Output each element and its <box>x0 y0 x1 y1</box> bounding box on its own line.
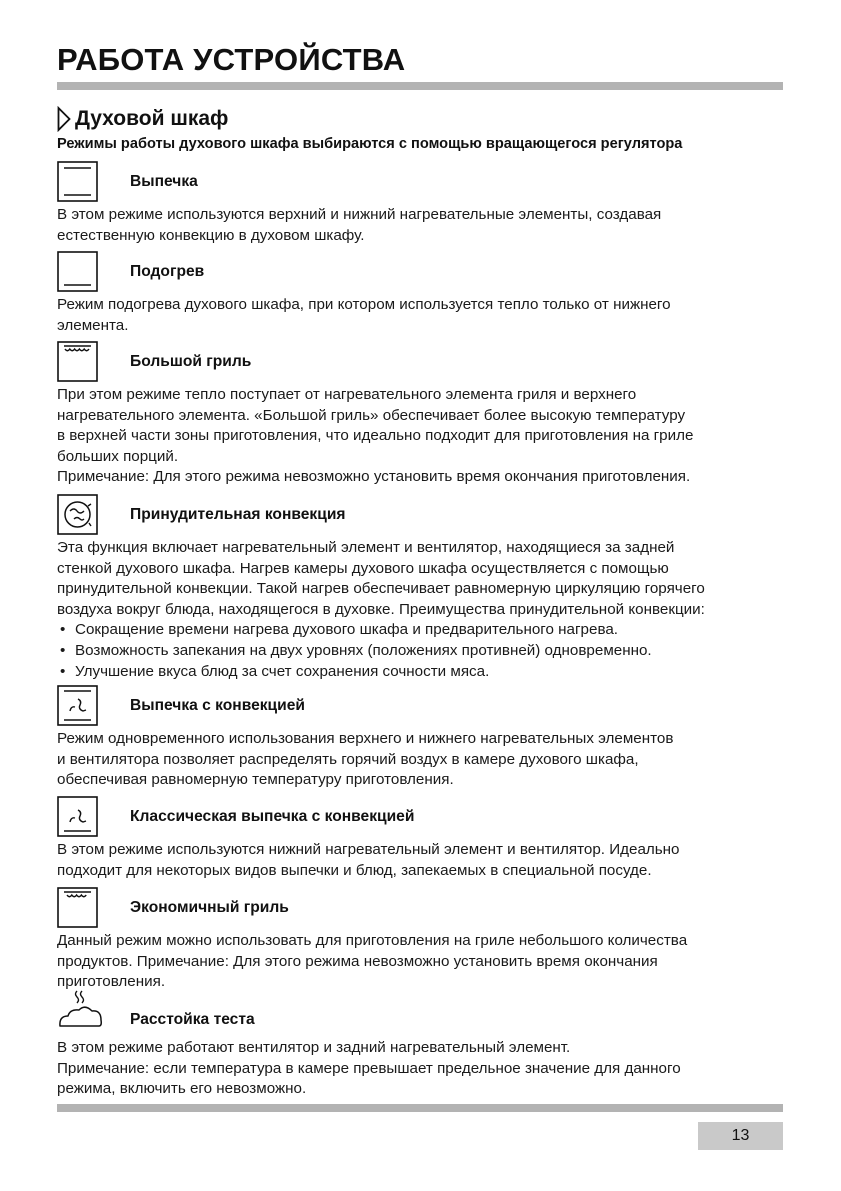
mode-name: Классическая выпечка с конвекцией <box>130 808 415 825</box>
mode-item-convection-bake <box>57 685 787 791</box>
section-title: Духовой шкаф <box>75 107 229 130</box>
mode-item-warming <box>57 251 787 336</box>
bottom-heat-icon <box>57 251 98 292</box>
mode-item-baking <box>57 161 787 246</box>
mode-item-full-grill <box>57 341 787 488</box>
bottom-divider <box>57 1104 783 1112</box>
mode-description: При этом режиме тепло поступает от нагревательного элемента гриля и верхнего нагревательного элемента. «Большой гриль» обеспечивает более высокую температуру в верхней части зоны приготовления, что идеально подходит для приготовления на гриле больших порций. Примечание: Для этого режима невозможно установить время окончания приготовления. <box>57 386 694 486</box>
mode-description: Режим одновременного использования верхнего и нижнего нагревательных элементов и вентилятора позволяет распределять горячий воздух в камере духового шкафа, обеспечивая равномерную температуру приготовления. <box>57 730 674 789</box>
top-bottom-fan-icon <box>57 685 98 726</box>
mode-description: В этом режиме работают вентилятор и задний нагревательный элемент. Примечание: если температура в камере превышает предельное значение для данного режима, включить его невозможно. <box>57 1039 681 1098</box>
top-bottom-heat-icon <box>57 161 98 202</box>
page-title: РАБОТА УСТРОЙСТВА <box>57 42 406 77</box>
mode-description: Данный режим можно использовать для приготовления на гриле небольшого количества продуктов. Примечание: Для этого режима невозможно установить время окончания приготовления. <box>57 932 688 991</box>
mode-name: Большой гриль <box>130 353 252 370</box>
mode-item-classic-convection <box>57 796 787 881</box>
mode-item-fan-forced <box>57 494 787 682</box>
top-divider <box>57 82 783 90</box>
mode-item-dough-proofing <box>57 993 787 1100</box>
section-intro: Режимы работы духового шкафа выбираются с помощью вращающегося регулятора <box>57 136 683 152</box>
dough-proofing-icon <box>57 989 98 1034</box>
mode-description: Режим подогрева духового шкафа, при котором используется тепло только от нижнего элемента. <box>57 296 671 334</box>
benefits-list <box>57 620 787 682</box>
mode-name: Экономичный гриль <box>130 899 289 916</box>
page-number: 13 <box>698 1122 783 1150</box>
mode-description: Эта функция включает нагревательный элемент и вентилятор, находящиеся за задней стенкой духового шкафа. Нагрев камеры духового шкафа осуществляется с помощью принудительной конвекции. Такой нагрев обеспечивает равномерную циркуляцию горячего воздуха вокруг блюда, находящегося в духовке. Преимущества принудительной конвекции: <box>57 539 705 618</box>
mode-name: Расстойка теста <box>130 1011 255 1028</box>
mode-name: Подогрев <box>130 263 205 280</box>
triangle-marker-icon <box>57 106 71 132</box>
list-item: • Улучшение вкуса блюд за счет сохранения сочности мяса. <box>57 662 787 683</box>
mode-item-eco-grill <box>57 887 787 993</box>
fan-forced-icon <box>57 494 98 535</box>
eco-grill-icon <box>57 887 98 928</box>
list-item: • Возможность запекания на двух уровнях (положениях противней) одновременно. <box>57 641 787 662</box>
mode-name: Принудительная конвекция <box>130 506 346 523</box>
list-item: • Сокращение времени нагрева духового шкафа и предварительного нагрева. <box>57 620 787 641</box>
bottom-fan-icon <box>57 796 98 837</box>
mode-name: Выпечка с конвекцией <box>130 697 305 714</box>
full-grill-icon <box>57 341 98 382</box>
section-header <box>57 104 228 134</box>
mode-name: Выпечка <box>130 173 198 190</box>
mode-description: В этом режиме используются нижний нагревательный элемент и вентилятор. Идеально подходит для некоторых видов выпечки и блюд, запекаемых в специальной посуде. <box>57 841 680 879</box>
mode-description: В этом режиме используются верхний и нижний нагревательные элементы, создавая естественную конвекцию в духовом шкафу. <box>57 206 662 244</box>
